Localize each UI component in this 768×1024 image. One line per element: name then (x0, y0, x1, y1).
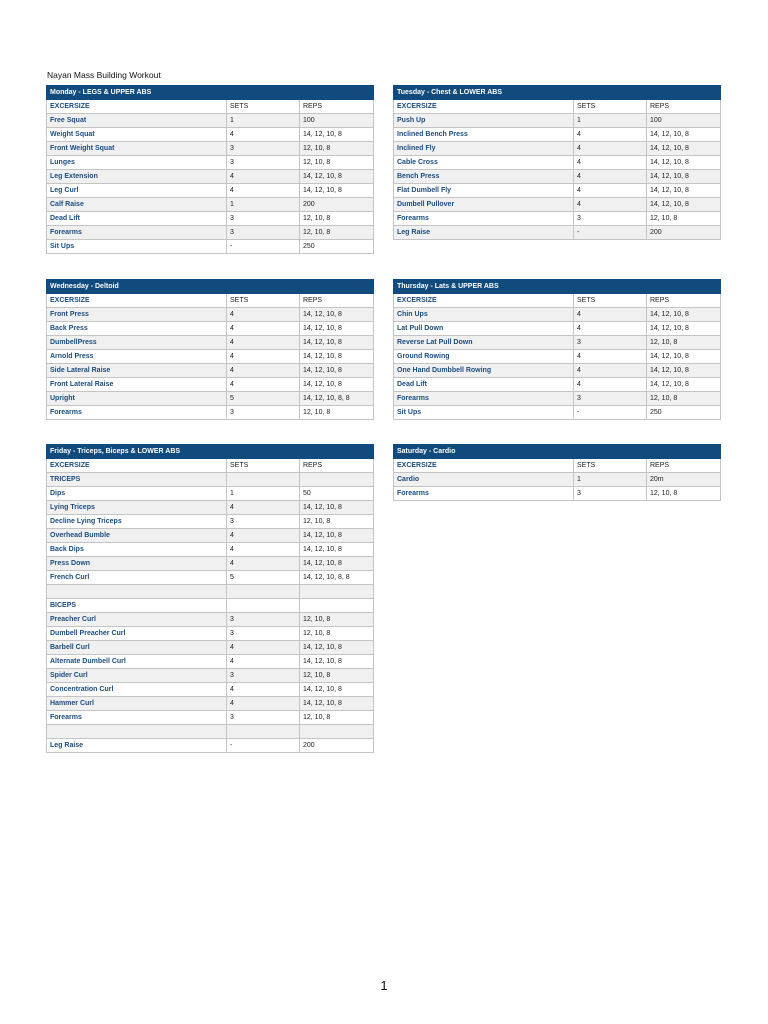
reps-value: 14, 12, 10, 8 (300, 501, 374, 515)
sets-value: 3 (227, 226, 300, 240)
reps-value: 12, 10, 8 (647, 336, 721, 350)
table-row (47, 613, 374, 627)
reps-value (300, 585, 374, 599)
table-row (394, 142, 721, 156)
table-row (394, 350, 721, 364)
column-sets: SETS (227, 459, 300, 473)
table-row (394, 378, 721, 392)
sets-value: 4 (227, 350, 300, 364)
sets-value: 4 (574, 322, 647, 336)
header-empty-cell (227, 280, 300, 294)
reps-value: 14, 12, 10, 8 (300, 128, 374, 142)
sets-value: 3 (574, 392, 647, 406)
exercise-name: Side Lateral Raise (47, 364, 227, 378)
table-row (47, 114, 374, 128)
column-exercise: EXCERSIZE (394, 459, 574, 473)
table-row (47, 212, 374, 226)
exercise-name: Spider Curl (47, 669, 227, 683)
sets-value: 4 (574, 170, 647, 184)
reps-value: 14, 12, 10, 8 (647, 170, 721, 184)
exercise-name: Hammer Curl (47, 697, 227, 711)
sets-value: 4 (574, 308, 647, 322)
exercise-name: One Hand Dumbbell Rowing (394, 364, 574, 378)
table-row (47, 697, 374, 711)
sets-value: 4 (227, 641, 300, 655)
column-header-row (394, 100, 721, 114)
exercise-name: Leg Curl (47, 184, 227, 198)
table-row (47, 350, 374, 364)
day-title: Thursday - Lats & UPPER ABS (394, 280, 574, 294)
day-title: Friday - Triceps, Biceps & LOWER ABS (47, 445, 227, 459)
sets-value: 4 (227, 378, 300, 392)
table-row (47, 641, 374, 655)
exercise-name: Cardio (394, 473, 574, 487)
sets-value: 3 (227, 156, 300, 170)
header-empty-cell (227, 86, 300, 100)
reps-value: 14, 12, 10, 8, 8 (300, 392, 374, 406)
saturday-table (393, 444, 721, 501)
reps-value: 14, 12, 10, 8 (300, 543, 374, 557)
table-row (47, 725, 374, 739)
column-exercise: EXCERSIZE (47, 459, 227, 473)
reps-value: 14, 12, 10, 8 (300, 350, 374, 364)
column-header-row (394, 294, 721, 308)
reps-value: 200 (300, 739, 374, 753)
sets-value: 3 (227, 627, 300, 641)
reps-value: 12, 10, 8 (300, 406, 374, 420)
table-row (47, 156, 374, 170)
exercise-name: Forearms (394, 392, 574, 406)
day-header-row (394, 280, 721, 294)
day-title: Wednesday - Deltoid (47, 280, 227, 294)
reps-value (300, 599, 374, 613)
exercise-name: Cable Cross (394, 156, 574, 170)
reps-value: 200 (300, 198, 374, 212)
exercise-name: Lat Pull Down (394, 322, 574, 336)
sets-value: 3 (227, 669, 300, 683)
column-header-row (47, 459, 374, 473)
sets-value: 1 (574, 473, 647, 487)
exercise-name: Dips (47, 487, 227, 501)
exercise-name: Inclined Bench Press (394, 128, 574, 142)
sets-value: 4 (227, 529, 300, 543)
reps-value: 14, 12, 10, 8 (300, 364, 374, 378)
sets-value: 4 (227, 543, 300, 557)
reps-value: 12, 10, 8 (300, 142, 374, 156)
exercise-name: Bench Press (394, 170, 574, 184)
reps-value: 100 (300, 114, 374, 128)
table-row (394, 128, 721, 142)
column-reps: REPS (647, 100, 721, 114)
sets-value: 4 (227, 308, 300, 322)
table-row (47, 585, 374, 599)
friday-table (46, 444, 374, 753)
reps-value: 14, 12, 10, 8 (300, 184, 374, 198)
sets-value: 3 (574, 487, 647, 501)
header-empty-cell (574, 280, 647, 294)
reps-value: 250 (647, 406, 721, 420)
sets-value: 3 (227, 613, 300, 627)
sets-value: 4 (574, 128, 647, 142)
column-exercise: EXCERSIZE (47, 294, 227, 308)
exercise-name: Arnold Press (47, 350, 227, 364)
table-row (47, 543, 374, 557)
table-row (47, 240, 374, 254)
day-header-row (394, 445, 721, 459)
table-row (47, 198, 374, 212)
exercise-name: Forearms (394, 212, 574, 226)
table-row (47, 711, 374, 725)
table-row (394, 336, 721, 350)
exercise-name: Preacher Curl (47, 613, 227, 627)
table-row (47, 669, 374, 683)
sets-value (227, 725, 300, 739)
exercise-name: Reverse Lat Pull Down (394, 336, 574, 350)
exercise-name: DumbellPress (47, 336, 227, 350)
table-row (47, 473, 374, 487)
reps-value: 14, 12, 10, 8 (300, 557, 374, 571)
exercise-name: Leg Raise (47, 739, 227, 753)
table-row (47, 308, 374, 322)
sets-value: 3 (227, 515, 300, 529)
table-row (47, 364, 374, 378)
sets-value: 4 (227, 697, 300, 711)
reps-value: 50 (300, 487, 374, 501)
table-row (394, 170, 721, 184)
reps-value: 14, 12, 10, 8 (647, 308, 721, 322)
table-row (47, 599, 374, 613)
exercise-name: Upright (47, 392, 227, 406)
reps-value: 14, 12, 10, 8, 8 (300, 571, 374, 585)
column-exercise: EXCERSIZE (394, 294, 574, 308)
exercise-name: Alternate Dumbell Curl (47, 655, 227, 669)
day-title: Tuesday - Chest & LOWER ABS (394, 86, 574, 100)
table-row (394, 322, 721, 336)
day-title: Saturday - Cardio (394, 445, 574, 459)
table-row (47, 487, 374, 501)
day-header-row (47, 280, 374, 294)
exercise-name: Leg Extension (47, 170, 227, 184)
table-row (47, 184, 374, 198)
column-reps: REPS (647, 294, 721, 308)
header-empty-cell (647, 86, 721, 100)
table-row (47, 322, 374, 336)
reps-value: 14, 12, 10, 8 (300, 641, 374, 655)
sets-value: 1 (227, 114, 300, 128)
reps-value: 12, 10, 8 (647, 487, 721, 501)
sets-value: 1 (227, 487, 300, 501)
sets-value: 4 (227, 557, 300, 571)
exercise-name: Back Press (47, 322, 227, 336)
table-row (394, 308, 721, 322)
exercise-name: Press Down (47, 557, 227, 571)
exercise-name (47, 585, 227, 599)
table-row (394, 487, 721, 501)
column-exercise: EXCERSIZE (47, 100, 227, 114)
page-number: 1 (380, 978, 388, 993)
reps-value: 20m (647, 473, 721, 487)
sets-value (227, 473, 300, 487)
header-empty-cell (300, 86, 374, 100)
sets-value: 1 (574, 114, 647, 128)
table-row (47, 529, 374, 543)
exercise-name: Forearms (47, 711, 227, 725)
reps-value (300, 473, 374, 487)
table-row (47, 170, 374, 184)
header-empty-cell (227, 445, 300, 459)
exercise-name: Forearms (47, 406, 227, 420)
sets-value: 4 (574, 198, 647, 212)
reps-value: 100 (647, 114, 721, 128)
sets-value: 5 (227, 392, 300, 406)
sets-value: 4 (227, 170, 300, 184)
exercise-name: French Curl (47, 571, 227, 585)
exercise-name: Flat Dumbell Fly (394, 184, 574, 198)
exercise-name: Front Weight Squat (47, 142, 227, 156)
exercise-name: Lying Triceps (47, 501, 227, 515)
table-row (47, 128, 374, 142)
sets-value: 4 (574, 156, 647, 170)
sets-value: 3 (227, 212, 300, 226)
table-row (47, 226, 374, 240)
sets-value: 4 (227, 501, 300, 515)
day-header-row (47, 86, 374, 100)
sets-value: 4 (227, 364, 300, 378)
table-row (47, 336, 374, 350)
reps-value: 14, 12, 10, 8 (647, 322, 721, 336)
reps-value: 12, 10, 8 (647, 212, 721, 226)
column-header-row (47, 100, 374, 114)
reps-value: 250 (300, 240, 374, 254)
monday-table (46, 85, 374, 254)
sets-value: - (227, 240, 300, 254)
exercise-name: Dumbell Preacher Curl (47, 627, 227, 641)
table-row (394, 406, 721, 420)
sets-value: - (574, 226, 647, 240)
column-sets: SETS (574, 294, 647, 308)
reps-value: 12, 10, 8 (300, 627, 374, 641)
header-empty-cell (647, 280, 721, 294)
sets-value: 4 (227, 184, 300, 198)
wednesday-table (46, 279, 374, 420)
table-row (394, 392, 721, 406)
exercise-name: Chin Ups (394, 308, 574, 322)
sets-value: 4 (227, 655, 300, 669)
column-sets: SETS (227, 100, 300, 114)
reps-value: 12, 10, 8 (300, 613, 374, 627)
sets-value: 4 (227, 322, 300, 336)
exercise-name: BICEPS (47, 599, 227, 613)
exercise-name: Barbell Curl (47, 641, 227, 655)
table-row (394, 156, 721, 170)
reps-value: 12, 10, 8 (300, 212, 374, 226)
sets-value: - (574, 406, 647, 420)
exercise-name: Free Squat (47, 114, 227, 128)
table-row (394, 184, 721, 198)
reps-value: 14, 12, 10, 8 (300, 529, 374, 543)
table-row (394, 114, 721, 128)
sets-value: 3 (227, 142, 300, 156)
reps-value: 14, 12, 10, 8 (300, 308, 374, 322)
exercise-name: Weight Squat (47, 128, 227, 142)
tuesday-table (393, 85, 721, 240)
reps-value: 14, 12, 10, 8 (647, 142, 721, 156)
reps-value: 14, 12, 10, 8 (647, 198, 721, 212)
table-row (394, 364, 721, 378)
exercise-name: Dumbell Pullover (394, 198, 574, 212)
exercise-name: Front Lateral Raise (47, 378, 227, 392)
reps-value: 12, 10, 8 (300, 711, 374, 725)
table-row (47, 627, 374, 641)
header-empty-cell (574, 445, 647, 459)
column-header-row (47, 294, 374, 308)
table-row (394, 473, 721, 487)
exercise-name: Dead Lift (47, 212, 227, 226)
column-reps: REPS (300, 100, 374, 114)
reps-value: 14, 12, 10, 8 (647, 378, 721, 392)
sets-value: 4 (227, 128, 300, 142)
column-sets: SETS (574, 459, 647, 473)
day-title: Monday - LEGS & UPPER ABS (47, 86, 227, 100)
reps-value: 12, 10, 8 (300, 156, 374, 170)
exercise-name: Forearms (394, 487, 574, 501)
exercise-name: Sit Ups (47, 240, 227, 254)
reps-value: 14, 12, 10, 8 (300, 378, 374, 392)
header-empty-cell (300, 445, 374, 459)
exercise-name: Decline Lying Triceps (47, 515, 227, 529)
day-header-row (47, 445, 374, 459)
document-title: Nayan Mass Building Workout (47, 70, 161, 80)
header-empty-cell (574, 86, 647, 100)
table-row (394, 198, 721, 212)
exercise-name: Front Press (47, 308, 227, 322)
exercise-name: Calf Raise (47, 198, 227, 212)
table-row (47, 142, 374, 156)
reps-value: 14, 12, 10, 8 (647, 364, 721, 378)
column-reps: REPS (300, 459, 374, 473)
exercise-name: Leg Raise (394, 226, 574, 240)
sets-value: 4 (227, 336, 300, 350)
table-row (394, 226, 721, 240)
reps-value: 14, 12, 10, 8 (647, 350, 721, 364)
exercise-name: Overhead Bumble (47, 529, 227, 543)
reps-value: 14, 12, 10, 8 (647, 184, 721, 198)
reps-value: 12, 10, 8 (300, 515, 374, 529)
reps-value: 14, 12, 10, 8 (300, 655, 374, 669)
exercise-name: Sit Ups (394, 406, 574, 420)
sets-value: 3 (574, 336, 647, 350)
sets-value: 3 (574, 212, 647, 226)
table-row (47, 655, 374, 669)
table-row (47, 515, 374, 529)
exercise-name: Push Up (394, 114, 574, 128)
exercise-name: Back Dips (47, 543, 227, 557)
sets-value (227, 599, 300, 613)
table-row (47, 392, 374, 406)
reps-value: 14, 12, 10, 8 (647, 156, 721, 170)
exercise-name (47, 725, 227, 739)
sets-value: 3 (227, 406, 300, 420)
exercise-name: Dead Lift (394, 378, 574, 392)
exercise-name: Inclined Fly (394, 142, 574, 156)
reps-value: 12, 10, 8 (647, 392, 721, 406)
column-sets: SETS (227, 294, 300, 308)
table-row (47, 571, 374, 585)
sets-value (227, 585, 300, 599)
sets-value: 5 (227, 571, 300, 585)
reps-value: 14, 12, 10, 8 (300, 697, 374, 711)
column-reps: REPS (300, 294, 374, 308)
reps-value: 12, 10, 8 (300, 226, 374, 240)
exercise-name: TRICEPS (47, 473, 227, 487)
reps-value: 14, 12, 10, 8 (300, 322, 374, 336)
sets-value: 1 (227, 198, 300, 212)
exercise-name: Forearms (47, 226, 227, 240)
day-header-row (394, 86, 721, 100)
column-exercise: EXCERSIZE (394, 100, 574, 114)
table-row (394, 212, 721, 226)
sets-value: - (227, 739, 300, 753)
sets-value: 4 (227, 683, 300, 697)
reps-value: 200 (647, 226, 721, 240)
column-sets: SETS (574, 100, 647, 114)
sets-value: 4 (574, 142, 647, 156)
reps-value: 14, 12, 10, 8 (300, 336, 374, 350)
table-row (47, 501, 374, 515)
table-row (47, 739, 374, 753)
sets-value: 4 (574, 350, 647, 364)
sets-value: 3 (227, 711, 300, 725)
column-header-row (394, 459, 721, 473)
reps-value: 14, 12, 10, 8 (647, 128, 721, 142)
reps-value (300, 725, 374, 739)
sets-value: 4 (574, 364, 647, 378)
thursday-table (393, 279, 721, 420)
reps-value: 14, 12, 10, 8 (300, 170, 374, 184)
header-empty-cell (300, 280, 374, 294)
reps-value: 14, 12, 10, 8 (300, 683, 374, 697)
table-row (47, 378, 374, 392)
exercise-name: Ground Rowing (394, 350, 574, 364)
column-reps: REPS (647, 459, 721, 473)
sets-value: 4 (574, 378, 647, 392)
exercise-name: Concentration Curl (47, 683, 227, 697)
reps-value: 12, 10, 8 (300, 669, 374, 683)
header-empty-cell (647, 445, 721, 459)
table-row (47, 683, 374, 697)
table-row (47, 557, 374, 571)
exercise-name: Lunges (47, 156, 227, 170)
sets-value: 4 (574, 184, 647, 198)
table-row (47, 406, 374, 420)
